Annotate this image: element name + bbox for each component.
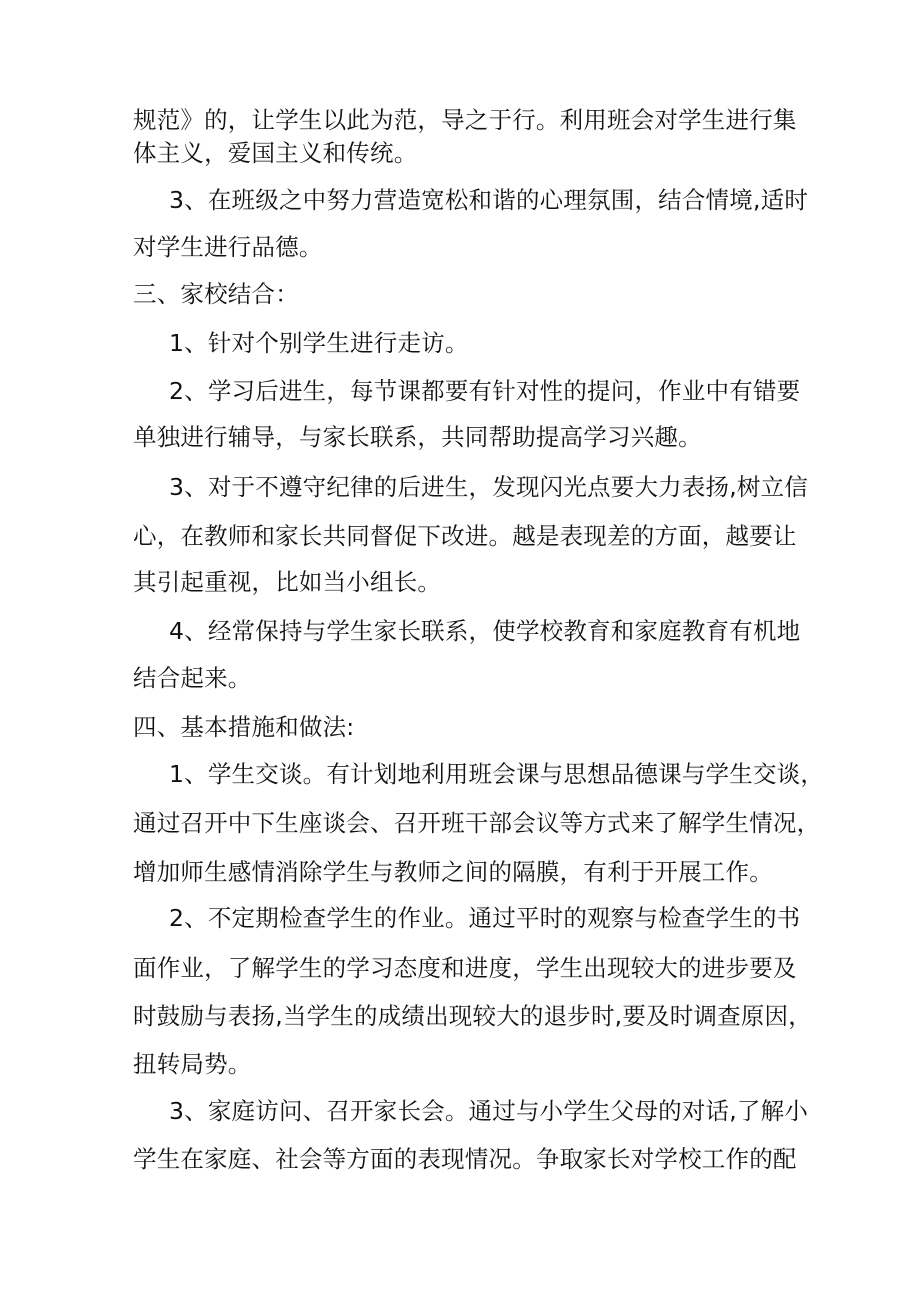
list-item-text: 3、在班级之中努力营造宽松和谐的心理氛围，结合情境,适时 <box>169 186 809 214</box>
list-item-text: 其引起重视，比如当小组长。 <box>133 568 442 596</box>
list-item-text: 3、对于不遵守纪律的后进生，发现闪光点要大力表扬,树立信 <box>169 473 809 501</box>
body-text-line: 规范》的，让学生以此为范，导之于行。利用班会对学生进行集 <box>133 106 797 134</box>
list-item-text: 通过召开中下生座谈会、召开班干部会议等方式来了解学生情况， <box>133 809 821 837</box>
list-item-text: 增加师生感情消除学生与教师之间的隔膜，有利于开展工作。 <box>133 858 773 886</box>
list-item-text: 1、针对个别学生进行走访。 <box>169 329 469 357</box>
list-item-text: 对学生进行品德。 <box>133 233 323 261</box>
list-item-text: 面作业，了解学生的学习态度和进度，学生出现较大的进步要及 <box>133 954 797 982</box>
list-item-text: 心，在教师和家长共同督促下改进。越是表现差的方面，越要让 <box>133 522 797 550</box>
list-item-text: 扭转局势。 <box>133 1050 252 1078</box>
list-item-text: 结合起来。 <box>133 664 252 692</box>
list-item-text: 2、学习后进生，每节课都要有针对性的提问，作业中有错要 <box>169 377 801 405</box>
list-item-text: 2、不定期检查学生的作业。通过平时的观察与检查学生的书 <box>169 904 801 932</box>
list-item-text: 3、家庭访问、召开家长会。通过与小学生父母的对话,了解小 <box>169 1097 809 1125</box>
list-item-text: 时鼓励与表扬,当学生的成绩出现较大的退步时,要及时调查原因， <box>133 1002 812 1030</box>
body-text-line: 体主义，爱国主义和传统。 <box>133 139 418 167</box>
section-heading: 四、基本措施和做法: <box>133 713 355 741</box>
list-item-text: 学生在家庭、社会等方面的表现情况。争取家长对学校工作的配 <box>133 1145 797 1173</box>
list-item-text: 4、经常保持与学生家长联系，使学校教育和家庭教育有机地 <box>169 617 801 645</box>
section-heading: 三、家校结合： <box>133 280 299 308</box>
list-item-text: 单独进行辅导，与家长联系，共同帮助提高学习兴趣。 <box>133 423 702 451</box>
list-item-text: 1、学生交谈。有计划地利用班会课与思想品德课与学生交谈， <box>169 760 825 788</box>
